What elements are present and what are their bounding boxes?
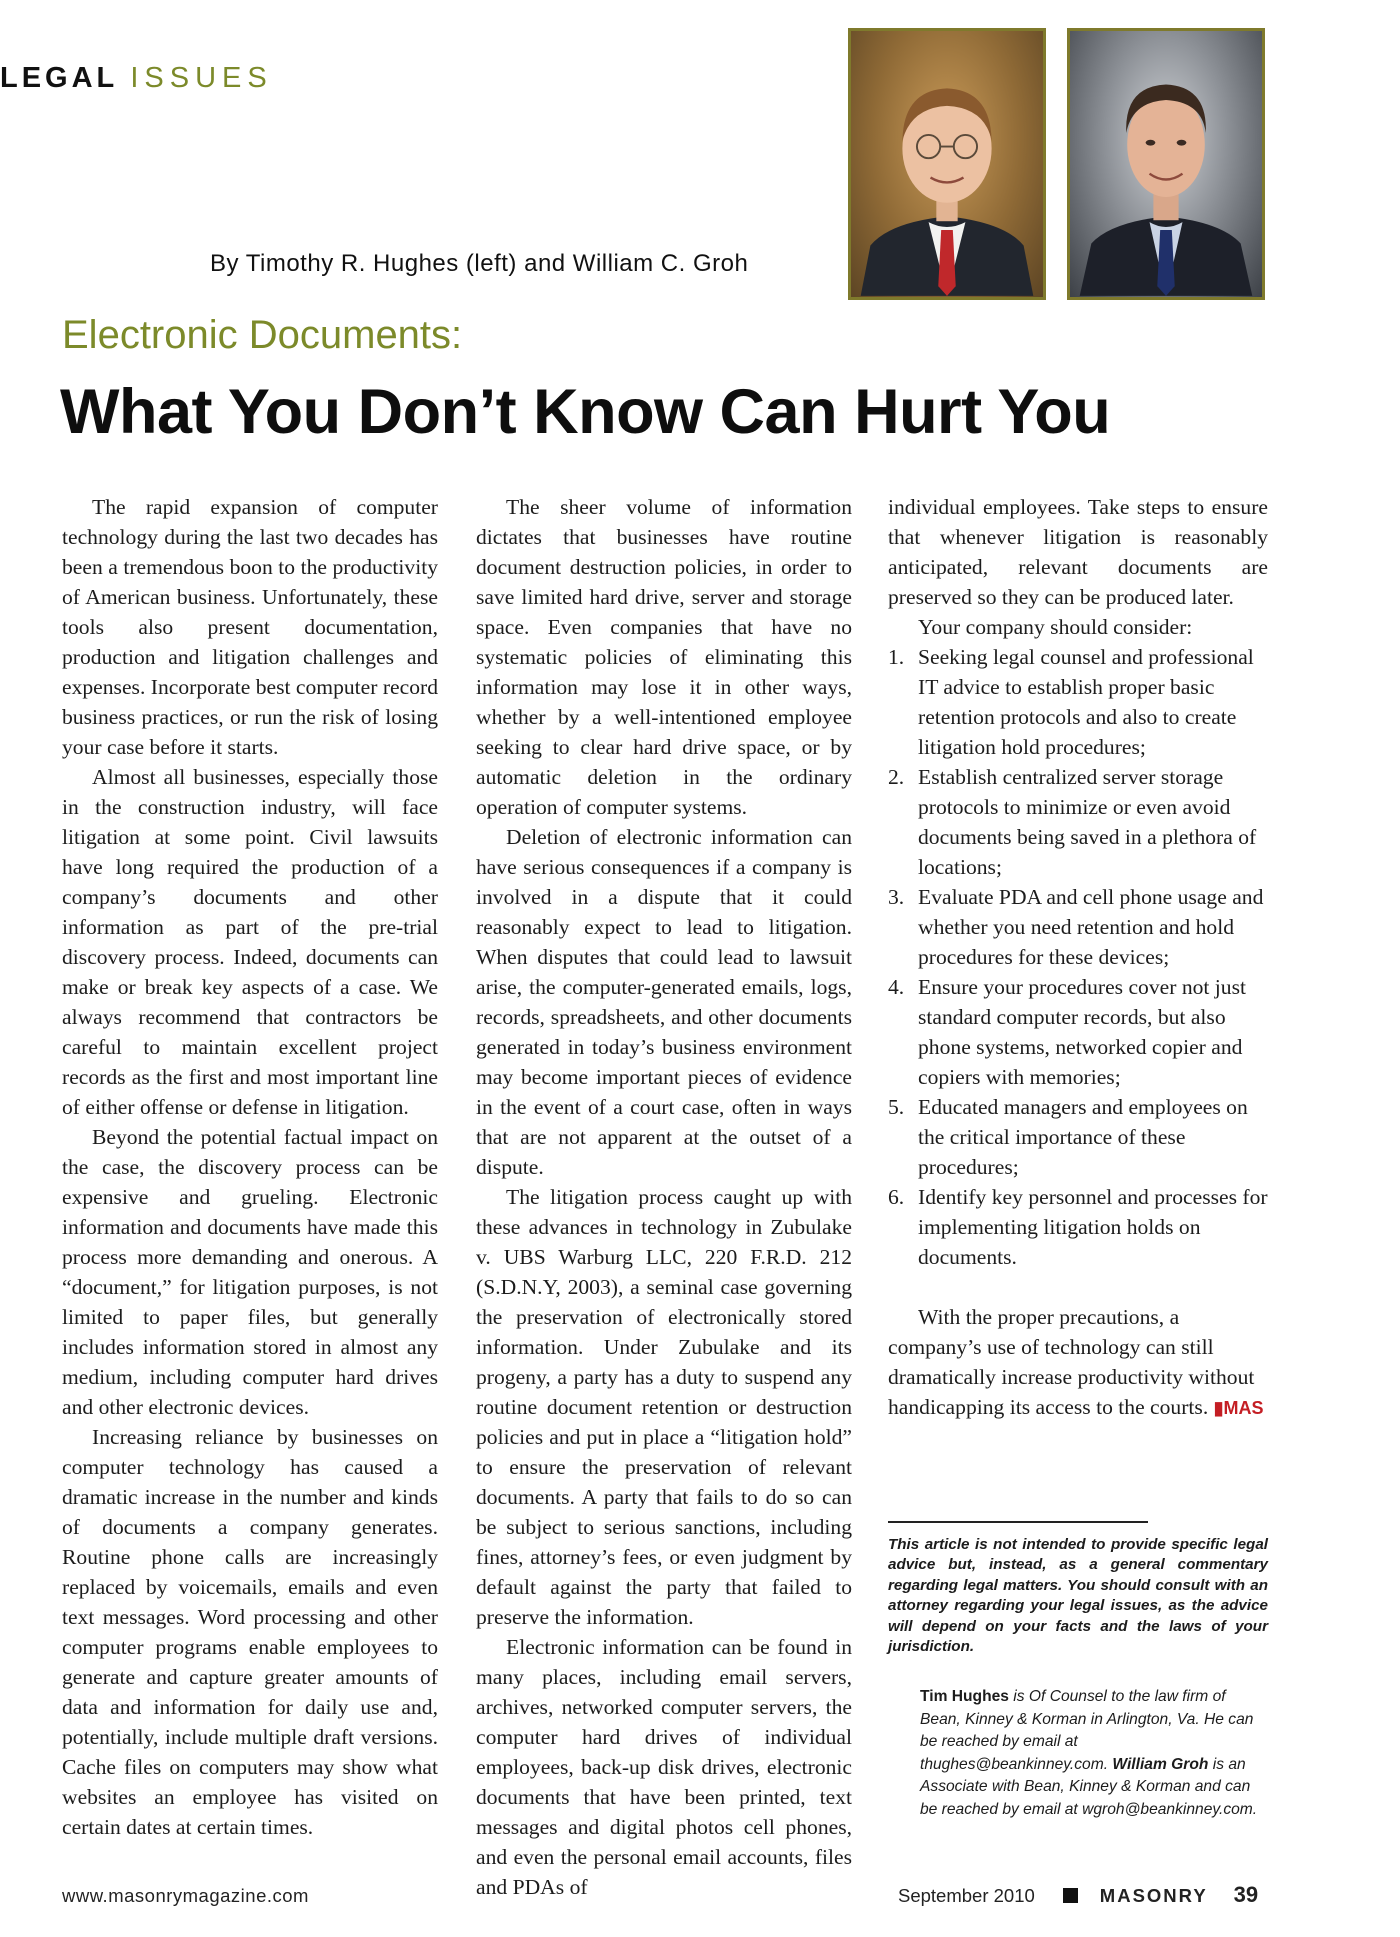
closing-text: With the proper precautions, a company’s use of technology can still dramatically increase productivity without handicapping its access to the courts.	[888, 1305, 1255, 1419]
article-headline: What You Don’t Know Can Hurt You	[60, 377, 1111, 447]
list-item	[888, 762, 1268, 882]
list-item	[888, 1092, 1268, 1182]
footer-info	[898, 1882, 1258, 1908]
list-item-text: Ensure your procedures cover not just standard computer records, but also phone systems, networked copier and copiers with memories;	[918, 975, 1247, 1089]
portrait-hughes-image	[851, 31, 1043, 297]
paragraph: The sheer volume of information dictates that businesses have routine document destruction policies, in order to save limited hard drive, server and storage space. Even companies that have no systematic policies of eliminating this information may lose it in other ways, whether by a well-intentioned employee seeking to clear hard drive space, or by automatic deletion in the ordinary operation of computer systems.	[476, 495, 852, 819]
paragraph: Increasing reliance by businesses on computer technology has caused a dramatic increase in the number and kinds of documents a company generates. Routine phone calls are increasingly replaced by voicemails, emails and even text messages. Word processing and other computer programs enable employees to generate and capture greater amounts of data and information for daily use and, potentially, include multiple draft versions. Cache files on computers may show what websites an employee has visited on certain dates at certain times.	[62, 1425, 438, 1839]
list-number: 5.	[888, 1095, 905, 1119]
author-bio	[920, 1686, 1265, 1821]
text-column-1	[62, 492, 438, 1842]
list-number: 6.	[888, 1185, 905, 1209]
paragraph: The rapid expansion of computer technology during the last two decades has been a tremendous boon to the productivity of American business. Unfortunately, these tools also present documentation, production and litigation challenges and expenses. Incorporate best computer record business practices, or run the risk of losing your case before it starts.	[62, 495, 438, 759]
page-number: 39	[1233, 1882, 1259, 1907]
list-number: 4.	[888, 975, 905, 999]
bio-name-hughes: Tim Hughes	[920, 1688, 1009, 1705]
list-number: 3.	[888, 885, 905, 909]
closing-paragraph	[888, 1302, 1268, 1423]
portrait-groh-image	[1070, 31, 1262, 297]
paragraph-continuation: individual employees. Take steps to ensure that whenever litigation is reasonably anticipated, relevant documents are preserved so they can be produced later.	[888, 495, 1268, 609]
issue-date: September 2010	[898, 1885, 1035, 1906]
square-bullet-icon	[1063, 1888, 1078, 1903]
divider	[888, 1521, 1148, 1523]
list-item-text: Evaluate PDA and cell phone usage and whether you need retention and hold procedures for these devices;	[918, 885, 1264, 969]
bio-name-groh: William Groh	[1112, 1755, 1209, 1773]
byline: By Timothy R. Hughes (left) and William C. Groh	[210, 250, 749, 277]
section-tag-legal: LEGAL	[0, 62, 119, 94]
list-item	[888, 882, 1268, 972]
paragraph: Beyond the potential factual impact on the case, the discovery process can be expensive and grueling. Electronic information and documents have made this process more demanding and onerous. A “document,” for litigation purposes, is not limited to paper files, but generally includes information stored in almost any medium, including computer hard drives and other electronic devices.	[62, 1125, 438, 1419]
paragraph: Electronic information can be found in many places, including email servers, archives, networked computer servers, the computer hard drives of individual employees, back-up disk drives, electronic documents that have been printed, text messages and digital photos cell phones, and even the personal email accounts, files and PDAs of	[476, 1635, 852, 1899]
end-mark: ▮MAS	[1213, 1398, 1264, 1418]
list-item-text: Educated managers and employees on the critical importance of these procedures;	[918, 1095, 1248, 1179]
publication-name: MASONRY	[1099, 1885, 1208, 1906]
author-photo-groh	[1067, 28, 1265, 300]
list-item	[888, 1182, 1268, 1272]
footer-url: www.masonrymagazine.com	[62, 1885, 309, 1906]
author-photo-hughes	[848, 28, 1046, 300]
paragraph: Deletion of electronic information can have serious consequences if a company is involved in a dispute that it could reasonably expect to lead to litigation. When disputes that could lead to lawsuit arise, the computer-generated emails, logs, records, spreadsheets, and other documents generated in today’s business environment may become important pieces of evidence in the event of a court case, often in ways that are not apparent at the outset of a dispute.	[476, 825, 852, 1179]
paragraph: The litigation process caught up with these advances in technology in Zubulake v. UBS Warburg LLC, 220 F.R.D. 212 (S.D.N.Y, 2003), a seminal case governing the preservation of electronically stored information. Under Zubulake and its progeny, a party has a duty to suspend any routine document retention or destruction policies and put in place a “litigation hold” to ensure the preservation of relevant documents. A party that fails to do so can be subject to serious sanctions, including fines, attorney’s fees, or even judgment by default against the party that failed to preserve the information.	[476, 1185, 852, 1629]
section-tag-issues: ISSUES	[130, 62, 273, 94]
list-item-text: Identify key personnel and processes for implementing litigation holds on documents.	[918, 1185, 1268, 1269]
legal-disclaimer: This article is not intended to provide specific legal advice but, instead, as a general commentary regarding legal matters. You should consult with an attorney regarding your legal issues, as the advice will depend on your facts and the laws of your jurisdiction.	[888, 1536, 1268, 1656]
list-number: 2.	[888, 765, 905, 789]
list-item	[888, 972, 1268, 1092]
recommendations-intro: Your company should consider:	[918, 615, 1193, 639]
article-kicker: Electronic Documents:	[62, 313, 463, 357]
text-column-3	[888, 492, 1268, 1423]
list-item	[888, 642, 1268, 762]
list-item-text: Establish centralized server storage protocols to minimize or even avoid documents being saved in a plethora of locations;	[918, 765, 1257, 879]
bio-text-groh: is an Associate with Bean, Kinney & Korman and can be reached by email at wgroh@beankinney.com.	[920, 1755, 1258, 1818]
end-mark-text: MAS	[1223, 1398, 1264, 1418]
list-item-text: Seeking legal counsel and professional IT advice to establish proper basic retention protocols and also to create litigation hold procedures;	[918, 645, 1254, 759]
paragraph: Almost all businesses, especially those in the construction industry, will face litigation at some point. Civil lawsuits have long required the production of a company’s documents and other information as part of the pre-trial discovery process. Indeed, documents can make or break key aspects of a case. We always recommend that contractors be careful to maintain excellent project records as the first and most important line of either offense or defense in litigation.	[62, 765, 438, 1119]
bio-text-hughes: is Of Counsel to the law firm of Bean, Kinney & Korman in Arlington, Va. He can be reached by email at thughes@beankinney.com.	[920, 1688, 1254, 1773]
text-column-2	[476, 492, 852, 1902]
section-tag	[0, 62, 273, 95]
recommendations-list	[888, 642, 1268, 1272]
list-number: 1.	[888, 645, 905, 669]
